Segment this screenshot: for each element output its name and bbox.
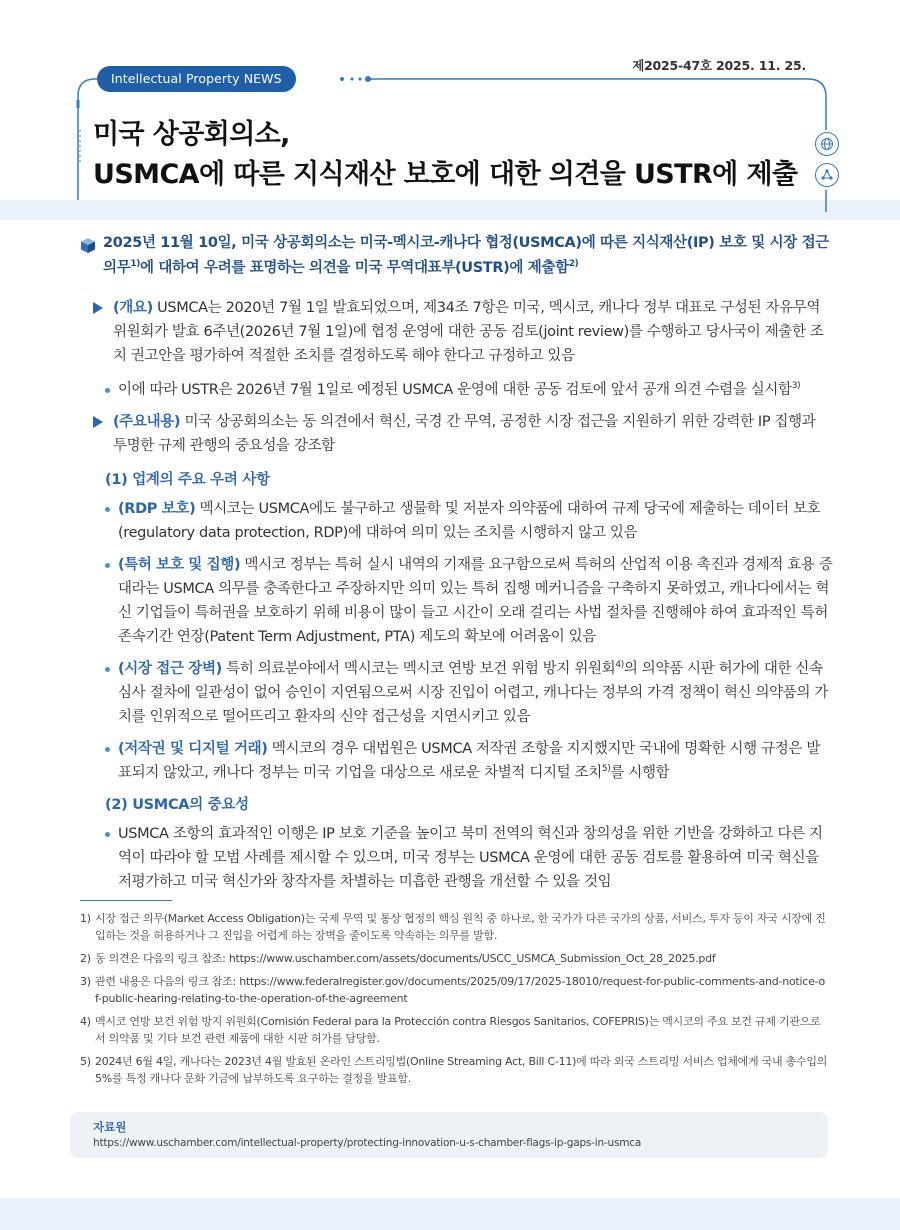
main-content [88,296,833,902]
dot-bullet-icon [105,747,110,752]
footnote-ref: 2) [568,259,579,270]
footnote-ref: 5) [601,764,611,775]
section-heading-importance: (2) USMCA의 중요성 [105,797,249,813]
list-item [88,737,833,785]
item-text: USMCA 조항의 효과적인 이행은 IP 보호 기준을 높이고 북미 전역의 혁신과 창의성을 위한 기반을 강화하고 다른 지역이 따라야 할 모범 사례를 제시할 수 있으며, 미국 정부는 USMCA 운영에 대한 공동 검토를 활용하여 미국 혁신을 저평가하고 미국 혁신가와 창작자를 차별하는 미흡한 관행을 개선할 수 있을 것임 [118,826,823,890]
overview-text: USMCA는 2020년 7월 1일 발효되었으며, 제34조 7항은 미국, 멕시코, 캐나다 정부 대표로 구성된 자유무역위원회가 발효 6주년(2026년 7월 1일)에 협정 운영에 대한 공동 검토(joint review)를 수행하고 당사국이 제출한 조치 권고안을 평가하여 적절한 조치를 결정하도록 해야 한다고 규정하고 있음 [113,300,824,364]
overview-item [88,296,833,368]
footnote-number: 2) [80,952,91,965]
item-text-cont: 의 의약품 시판 허가에 대한 신속심사 절차에 일관성이 없어 승인이 지연됨으로써 시장 진입이 어렵고, 캐나다는 정부의 가격 정책이 혁신 의약품의 가치를 인위적으로 떨어뜨리고 환자의 신약 접근성을 지연시키고 있음 [118,661,829,725]
footnote [80,1013,828,1047]
triangle-bullet-icon [93,302,103,314]
footnote-text: 시장 접근 의무(Market Access Obligation)는 국제 무역 및 통상 협정의 핵심 원칙 중 하나로, 한 국가가 다른 국가의 상품, 서비스, 투자 등이 자국 시장에 진입하는 것을 허용하거나 그 진입을 어렵게 하는 장벽을 줄이도록 약속하는 의무를 말함. [95,912,826,942]
overview-label: (개요) [113,300,153,316]
footnote-text: 동 의견은 다음의 링크 참조: https://www.uschamber.com/assets/documents/USCC_USMCA_Submission_Oct_28_2025.pdf [95,952,716,965]
item-text: 멕시코는 USMCA에도 불구하고 생물학 및 저분자 의약품에 대하여 규제 당국에 제출하는 데이터 보호(regulatory data protection, RDP)에 대하여 의미 있는 조치를 시행하지 않고 있음 [118,501,821,541]
section-heading-concerns: (1) 업계의 주요 우려 사항 [105,472,270,488]
source-title: 자료원 [93,1120,127,1134]
main-content-label: (주요내용) [113,414,181,430]
cube-icon [80,237,96,254]
item-label: (저작권 및 디지털 거래) [118,741,268,757]
dot-bullet-icon [105,563,110,568]
source-link[interactable]: https://www.uschamber.com/intellectual-property/protecting-innovation-u-s-chamber-flags-ip-gaps-in-usmca [93,1137,642,1149]
page-title [93,115,813,195]
footnote [80,973,828,1007]
list-item [88,553,833,649]
triangle-bullet-icon [93,416,103,428]
main-content-text: 미국 상공회의소는 동 의견에서 혁신, 국경 간 무역, 공정한 시장 접근을 지원하기 위한 강력한 IP 집행과 투명한 규제 관행의 중요성을 강조함 [113,414,816,454]
item-label: (특허 보호 및 집행) [118,557,241,573]
footnote [80,950,828,967]
title-line-2: USMCA에 따른 지식재산 보호에 대한 의견을 USTR에 제출 [93,159,798,190]
footnote-ref: 3) [791,381,801,392]
lead-statement [103,231,833,281]
item-text: 멕시코 정부는 특허 실시 내역의 기재를 요구함으로써 특허의 산업적 이용 촉진과 경제적 효용 증대라는 USMCA 의무를 충족한다고 주장하지만 의미 있는 특허 집행 메커니즘을 구축하지 못하였고, 캐나다에서는 혁신 기업들이 특허권을 보호하기 위해 비용이 많이 들고 시간이 오래 걸리는 사법 절차를 진행해야 하여 효과적인 특허 존속기간 연장(Patent Term Adjustment, PTA) 제도의 확보에 어려움이 있음 [118,557,833,645]
globe-icon [815,132,839,156]
footnote [80,1053,828,1087]
footnotes [80,910,828,1093]
network-icon [815,163,839,187]
dot-bullet-icon [105,507,110,512]
lead-text-cont: 에 대하여 우려를 표명하는 의견을 미국 무역대표부(USTR)에 제출함 [140,260,569,276]
list-item [88,497,833,545]
list-item [88,657,833,729]
lead-text: 2025년 11월 10일, 미국 상공회의소는 미국-멕시코-캐나다 협정(USMCA)에 따른 지식재산(IP) 보호 및 시장 접근 의무 [103,235,829,276]
item-text-cont: 를 시행함 [610,765,670,781]
main-content-item [88,410,833,458]
dot-bullet-icon [105,832,110,837]
footnote [80,910,828,944]
item-label: (RDP 보호) [118,501,196,517]
footnote-number: 5) [80,1055,91,1068]
dot-bullet-icon [105,388,110,393]
overview-sub-item [88,378,833,402]
overview-sub-text: 이에 따라 USTR은 2026년 7월 1일로 예정된 USMCA 운영에 대한 공동 검토에 앞서 공개 의견 수렴을 실시함 [118,382,792,398]
title-line-1: 미국 상공회의소, [93,119,290,150]
footnote-number: 4) [80,1015,91,1028]
footnote-number: 1) [80,912,91,925]
footnote-ref: 4) [615,660,624,671]
footnote-text: 멕시코 연방 보건 위험 방지 위원회(Comisión Federal para la Protección contra Riesgos Sanitarios, COFEPRIS)는 멕시코의 주요 보건 규제 기관으로서 의약품 및 기타 보건 관련 제품에 대한 시판 허가를 담당함. [95,1015,821,1045]
list-item [88,822,833,894]
footnote-text: 2024년 6월 4일, 캐나다는 2023년 4월 발효된 온라인 스트리밍법(Online Streaming Act, Bill C-11)에 따라 외국 스트리밍 서비스 업체에게 국내 총수입의 5%를 특정 캐나다 문화 기금에 납부하도록 요구하는 결정을 발표함. [95,1055,828,1085]
issue-number: 제2025-47호 2025. 11. 25. [632,58,806,73]
footnote-ref: 1) [130,259,141,270]
footnote-text: 관련 내용은 다음의 링크 참조: https://www.federalregister.gov/documents/2025/09/17/2025-18010/request-for-public-comments-and-notice-of-public-hearing-relating-to-the-operation-of-the-agreement [95,975,826,1005]
footnote-divider [80,900,172,901]
source-box [70,1112,828,1158]
item-label: (시장 접근 장벽) [118,661,222,677]
footer-band [0,1198,900,1230]
item-text: 특히 의료분야에서 멕시코는 멕시코 연방 보건 위험 방지 위원회 [221,661,616,677]
dot-bullet-icon [105,667,110,672]
item-text: 멕시코의 경우 대법원은 USMCA 저작권 조항을 지지했지만 국내에 명확한 시행 규정은 발표되지 않았고, 캐나다 정부는 미국 기업을 대상으로 새로운 차별적 디지털 조치 [118,741,820,781]
footnote-number: 3) [80,975,91,988]
newsletter-badge: Intellectual Property NEWS [97,66,296,92]
